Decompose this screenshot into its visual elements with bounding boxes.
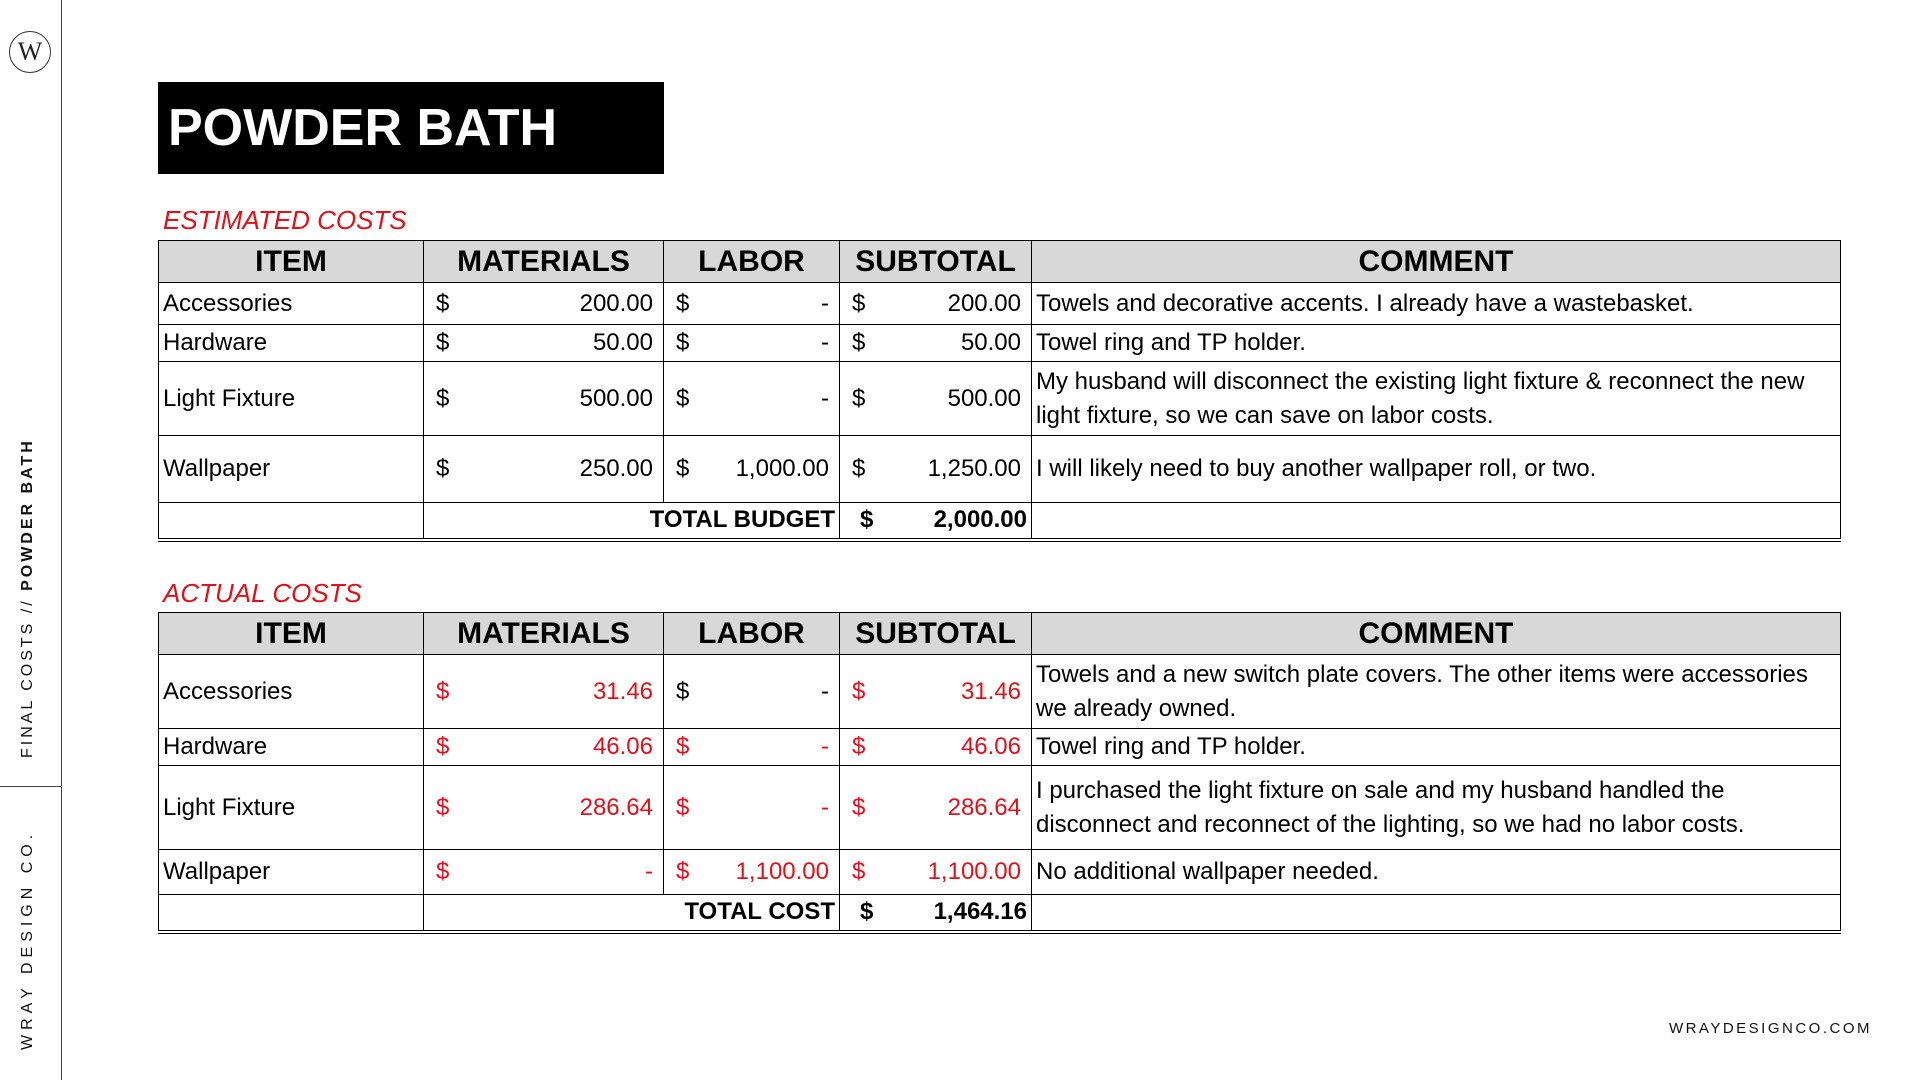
- total-value: 2,000.00: [933, 506, 1027, 534]
- materials-cell-value: 50.00: [592, 329, 653, 356]
- currency-symbol: $: [852, 793, 866, 821]
- table-row: [159, 655, 1841, 729]
- col-header-item: ITEM: [159, 613, 424, 655]
- item-cell: Wallpaper: [159, 850, 424, 895]
- currency-symbol: $: [436, 289, 450, 317]
- labor-cell: [664, 729, 840, 766]
- actual-costs-table: [158, 612, 1841, 934]
- subtotal-cell: [840, 850, 1032, 895]
- currency-symbol: $: [436, 793, 450, 821]
- subtotal-cell-value: 1,100.00: [927, 858, 1021, 885]
- currency-symbol: $: [852, 733, 866, 760]
- comment-cell: Towel ring and TP holder.: [1032, 325, 1841, 362]
- labor-cell: [664, 766, 840, 850]
- currency-symbol: $: [676, 677, 690, 705]
- currency-symbol: $: [860, 898, 874, 926]
- currency-symbol: $: [436, 384, 450, 412]
- currency-symbol: $: [676, 858, 690, 885]
- labor-cell-value: -: [821, 733, 829, 760]
- labor-cell: [664, 325, 840, 362]
- item-cell: Accessories: [159, 283, 424, 325]
- materials-cell-value: 46.06: [592, 733, 653, 760]
- total-value-cell: [840, 503, 1032, 540]
- currency-symbol: $: [676, 329, 690, 356]
- currency-symbol: $: [852, 858, 866, 885]
- materials-cell-value: 31.46: [592, 677, 653, 705]
- col-header-materials: MATERIALS: [424, 613, 664, 655]
- estimated-costs-table: [158, 240, 1841, 542]
- labor-cell-value: -: [821, 289, 829, 317]
- labor-cell: [664, 436, 840, 503]
- labor-cell: [664, 283, 840, 325]
- comment-cell: I will likely need to buy another wallpaper roll, or two.: [1032, 436, 1841, 503]
- table-row: [159, 729, 1841, 766]
- labor-cell-value: -: [821, 793, 829, 821]
- labor-cell-value: -: [821, 384, 829, 412]
- currency-symbol: $: [676, 384, 690, 412]
- materials-cell: [424, 729, 664, 766]
- labor-cell: [664, 655, 840, 729]
- item-cell: Hardware: [159, 729, 424, 766]
- currency-symbol: $: [436, 858, 450, 885]
- actual-costs-label: ACTUAL COSTS: [163, 578, 362, 608]
- subtotal-cell-value: 200.00: [947, 289, 1021, 317]
- page-title: POWDER BATH: [158, 82, 664, 174]
- comment-cell: No additional wallpaper needed.: [1032, 850, 1841, 895]
- table-row: [159, 283, 1841, 325]
- currency-symbol: $: [852, 384, 866, 412]
- footer-url: WRAYDESIGNCO.COM: [1668, 1020, 1872, 1037]
- currency-symbol: $: [436, 677, 450, 705]
- col-header-subtotal: SUBTOTAL: [840, 241, 1032, 283]
- subtotal-cell-value: 500.00: [947, 384, 1021, 412]
- item-cell: Light Fixture: [159, 766, 424, 850]
- materials-cell-value: 250.00: [579, 455, 653, 482]
- subtotal-cell: [840, 766, 1032, 850]
- labor-cell-value: 1,000.00: [735, 455, 829, 482]
- subtotal-cell-value: 50.00: [960, 329, 1021, 356]
- table-row: [159, 436, 1841, 503]
- estimated-costs-label: ESTIMATED COSTS: [163, 205, 407, 235]
- currency-symbol: $: [436, 329, 450, 356]
- subtotal-cell: [840, 325, 1032, 362]
- labor-cell-value: -: [821, 677, 829, 705]
- materials-cell: [424, 436, 664, 503]
- subtotal-cell: [840, 283, 1032, 325]
- currency-symbol: $: [860, 506, 874, 534]
- brand-vertical-label: WRAY DESIGN CO.: [19, 829, 36, 1050]
- currency-symbol: $: [852, 329, 866, 356]
- item-cell: Accessories: [159, 655, 424, 729]
- labor-cell: [664, 850, 840, 895]
- brand-logo: W: [9, 31, 51, 73]
- col-header-subtotal: SUBTOTAL: [840, 613, 1032, 655]
- currency-symbol: $: [852, 289, 866, 317]
- col-header-comment: COMMENT: [1032, 241, 1841, 283]
- comment-cell: My husband will disconnect the existing light fixture & reconnect the new light fixture, so we can save on labor costs.: [1032, 362, 1841, 436]
- section-vertical-label: FINAL COSTS // POWDER BATH: [19, 438, 36, 758]
- materials-cell-value: -: [645, 858, 653, 885]
- comment-cell: Towels and a new switch plate covers. The other items were accessories we already owned.: [1032, 655, 1841, 729]
- currency-symbol: $: [852, 455, 866, 482]
- currency-symbol: $: [676, 455, 690, 482]
- materials-cell: [424, 362, 664, 436]
- currency-symbol: $: [436, 733, 450, 760]
- comment-cell: Towels and decorative accents. I already have a wastebasket.: [1032, 283, 1841, 325]
- table-row: [159, 362, 1841, 436]
- item-cell: Wallpaper: [159, 436, 424, 503]
- materials-cell: [424, 325, 664, 362]
- table-row: [159, 850, 1841, 895]
- subtotal-cell-value: 46.06: [960, 733, 1021, 760]
- total-row: [159, 503, 1841, 540]
- item-cell: Light Fixture: [159, 362, 424, 436]
- subtotal-cell-value: 31.46: [960, 677, 1021, 705]
- materials-cell: [424, 283, 664, 325]
- table-row: [159, 766, 1841, 850]
- currency-symbol: $: [676, 733, 690, 760]
- rail-divider: [0, 786, 62, 787]
- total-value-cell: [840, 895, 1032, 932]
- subtotal-cell-value: 286.64: [947, 793, 1021, 821]
- currency-symbol: $: [676, 289, 690, 317]
- currency-symbol: $: [676, 793, 690, 821]
- materials-cell-value: 200.00: [579, 289, 653, 317]
- materials-cell-value: 286.64: [579, 793, 653, 821]
- materials-cell-value: 500.00: [579, 384, 653, 412]
- subtotal-cell: [840, 729, 1032, 766]
- col-header-item: ITEM: [159, 241, 424, 283]
- materials-cell: [424, 655, 664, 729]
- left-rail: [0, 0, 62, 1080]
- col-header-labor: LABOR: [664, 241, 840, 283]
- total-row: [159, 895, 1841, 932]
- comment-cell: Towel ring and TP holder.: [1032, 729, 1841, 766]
- col-header-materials: MATERIALS: [424, 241, 664, 283]
- comment-cell: I purchased the light fixture on sale and my husband handled the disconnect and reconnect of the lighting, so we had no labor costs.: [1032, 766, 1841, 850]
- total-label: TOTAL BUDGET: [424, 503, 840, 540]
- total-value: 1,464.16: [933, 898, 1027, 926]
- subtotal-cell: [840, 436, 1032, 503]
- labor-cell-value: -: [821, 329, 829, 356]
- table-header-row: [159, 613, 1841, 655]
- table-row: [159, 325, 1841, 362]
- labor-cell: [664, 362, 840, 436]
- currency-symbol: $: [436, 455, 450, 482]
- item-cell: Hardware: [159, 325, 424, 362]
- col-header-labor: LABOR: [664, 613, 840, 655]
- currency-symbol: $: [852, 677, 866, 705]
- materials-cell: [424, 766, 664, 850]
- subtotal-cell: [840, 655, 1032, 729]
- labor-cell-value: 1,100.00: [735, 858, 829, 885]
- table-header-row: [159, 241, 1841, 283]
- col-header-comment: COMMENT: [1032, 613, 1841, 655]
- subtotal-cell-value: 1,250.00: [927, 455, 1021, 482]
- subtotal-cell: [840, 362, 1032, 436]
- total-label: TOTAL COST: [424, 895, 840, 932]
- materials-cell: [424, 850, 664, 895]
